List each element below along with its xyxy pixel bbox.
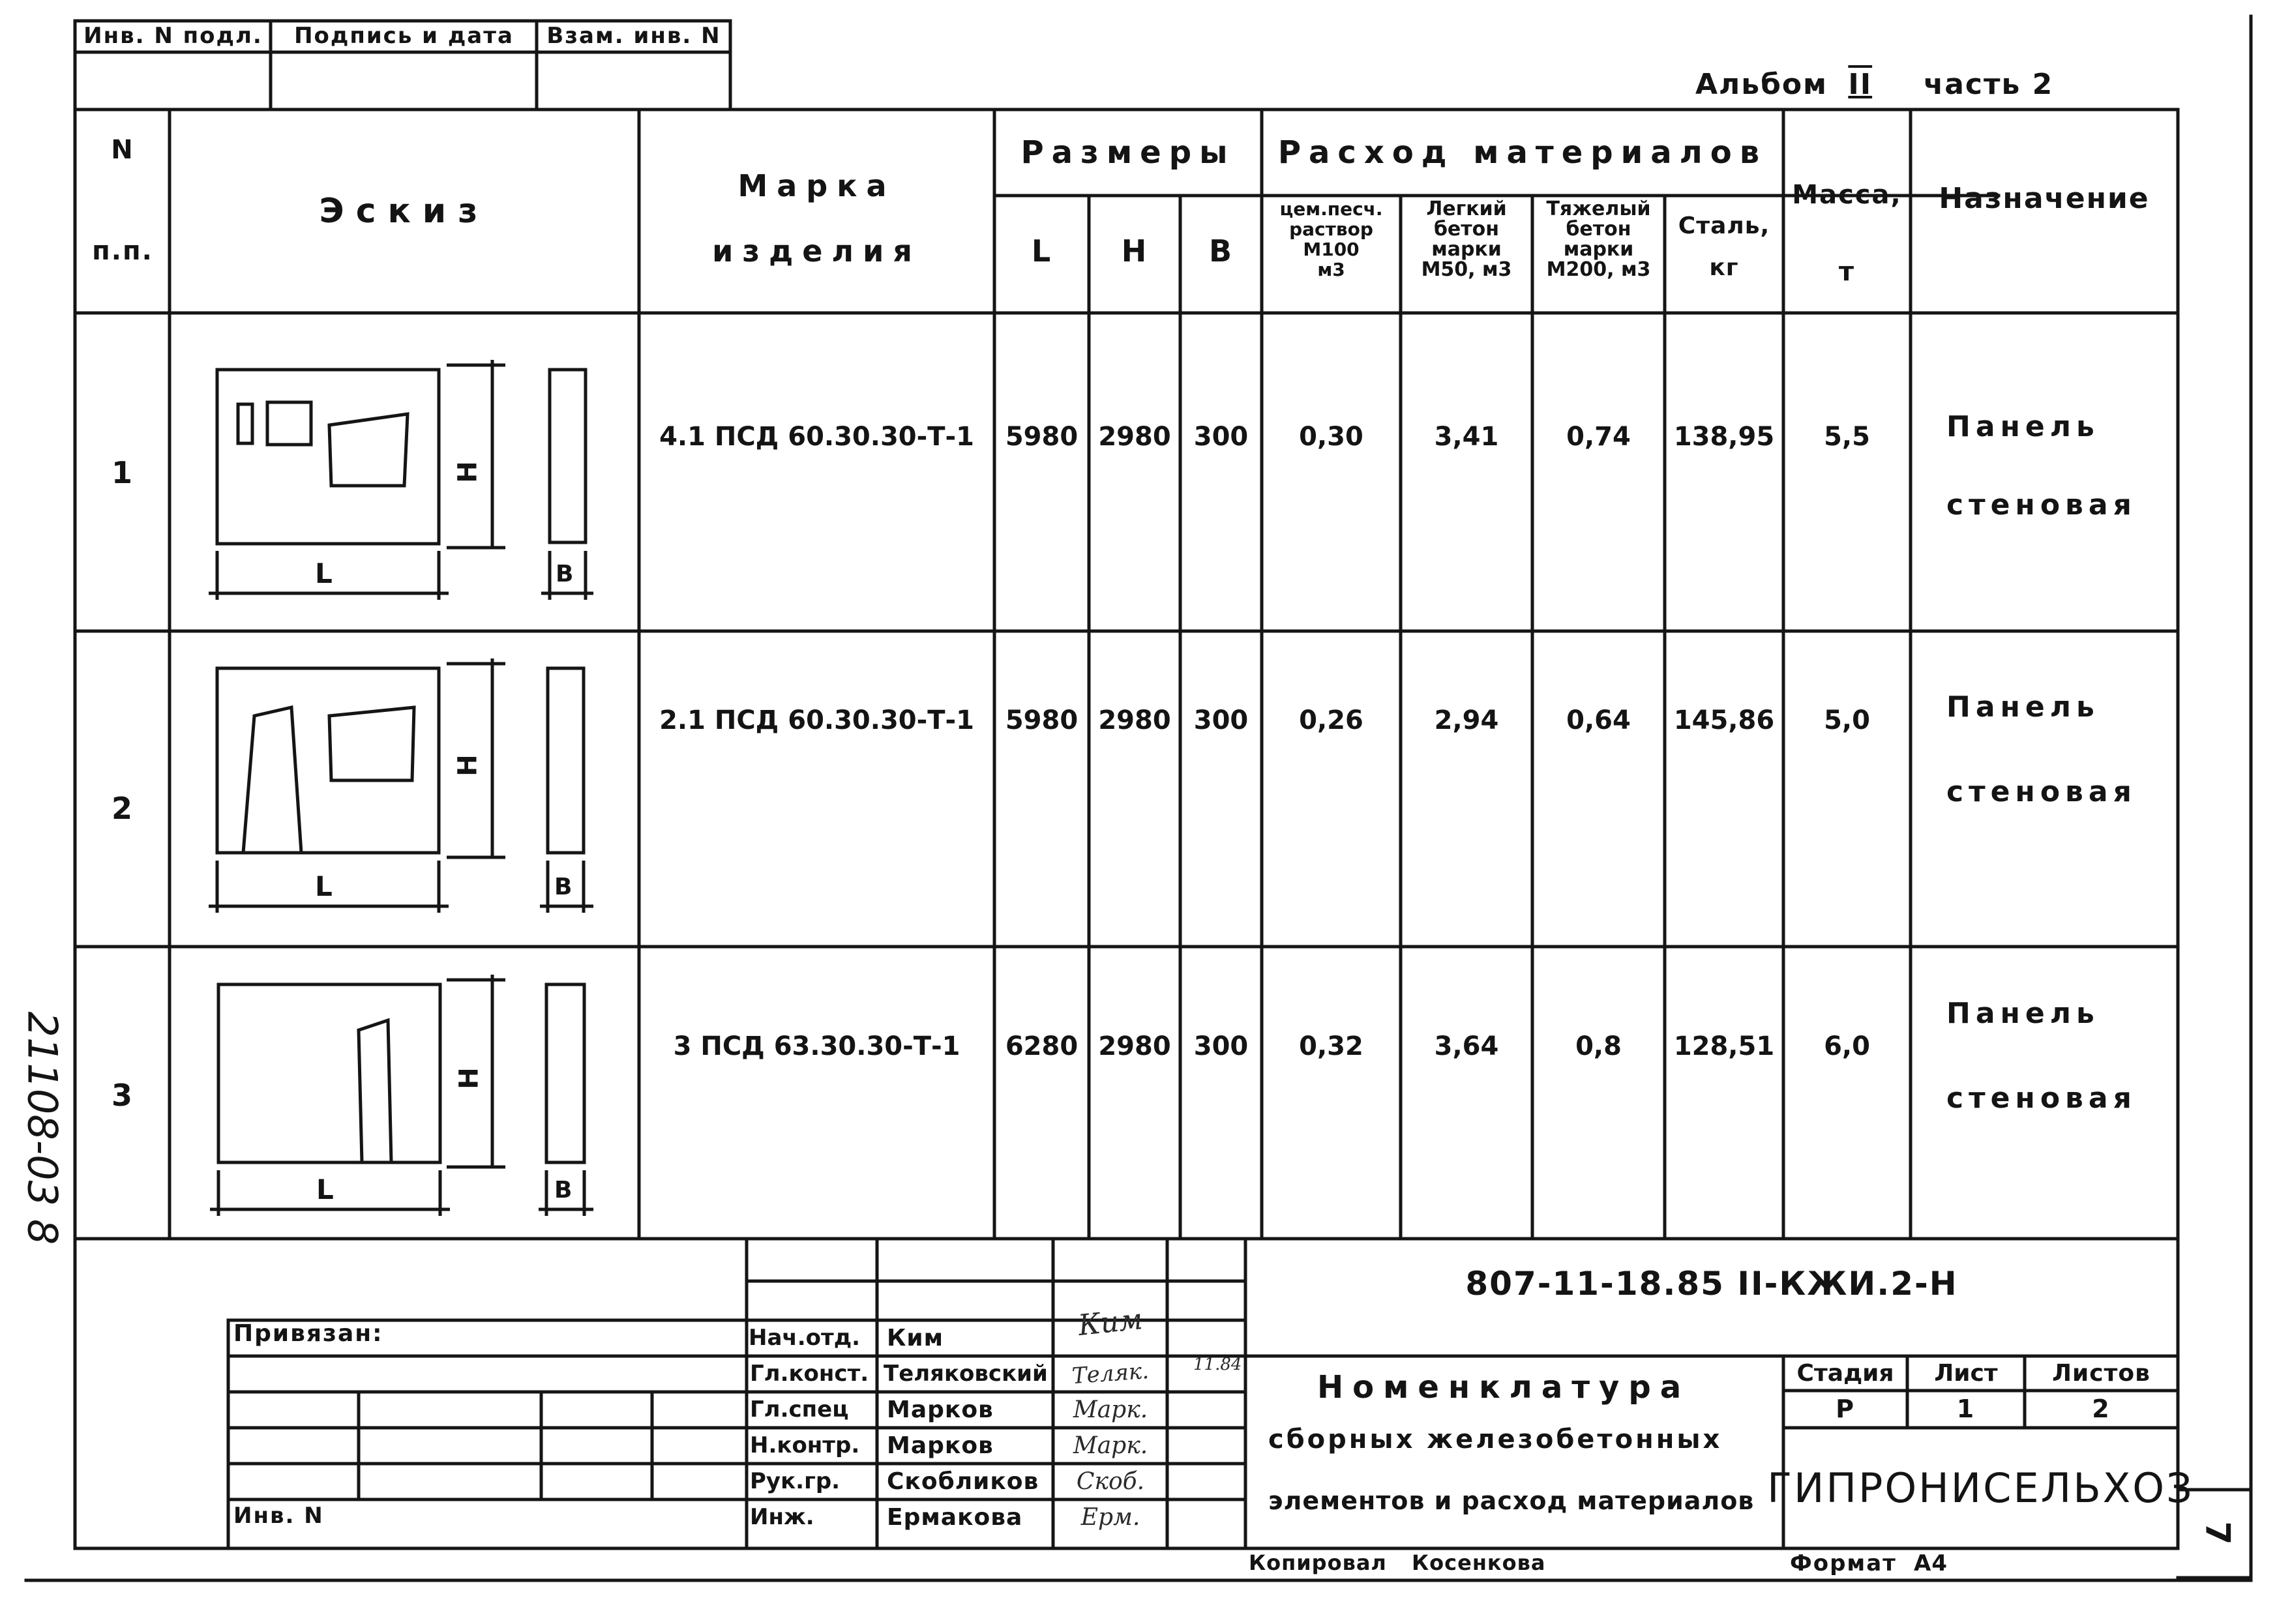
album-part: часть 2: [1924, 68, 2054, 101]
header-material-heavy-concrete: [1534, 199, 1663, 280]
signature-image: Марк.: [1073, 1432, 1148, 1460]
row-size-h: 2980: [1098, 705, 1171, 735]
row-purpose: [1946, 971, 2137, 1141]
sketch-dim-b: B: [554, 874, 574, 900]
sign-role: Н.контр.: [750, 1432, 860, 1458]
row-purpose: [1946, 388, 2137, 544]
row-mortar: 0,32: [1299, 1031, 1363, 1061]
header-mass-line: Масса,: [1792, 180, 1902, 210]
organization-name: ГИПРОНИСЕЛЬХОЗ: [1767, 1464, 2194, 1512]
header-materials: Расход материалов: [1277, 134, 1768, 171]
doc-title-line3: элементов и расход материалов: [1268, 1486, 1755, 1515]
sketch-dim-b: B: [556, 561, 575, 587]
header-mark-line1: Марка: [737, 168, 896, 203]
header-light-line: Легкий: [1426, 198, 1507, 220]
signature-image: Марк.: [1073, 1396, 1148, 1424]
header-light-line: бетон: [1433, 218, 1500, 241]
header-size-b: B: [1208, 233, 1234, 269]
header-steel-line: кг: [1709, 254, 1739, 281]
sign-name: Марков: [887, 1432, 994, 1459]
copied-label: Копировал: [1249, 1550, 1387, 1575]
header-purpose: Назначение: [1939, 181, 2150, 215]
row-mortar: 0,30: [1299, 422, 1363, 452]
header-num-line1: N: [111, 135, 134, 165]
format-label: Формат: [1790, 1550, 1897, 1576]
row-steel: 145,86: [1673, 705, 1775, 735]
format-value: А4: [1914, 1550, 1948, 1576]
sign-role: Гл.конст.: [750, 1360, 869, 1387]
header-num-line2: п.п.: [92, 236, 153, 266]
sheets-value: 2: [2092, 1394, 2111, 1423]
sign-name: Ермакова: [887, 1503, 1023, 1531]
row-steel: 128,51: [1673, 1031, 1775, 1061]
header-mortar-line: цем.песч.: [1279, 198, 1383, 220]
stamp-header-replaced-inv: Взам. инв. N: [546, 23, 721, 50]
row-mortar: 0,26: [1299, 705, 1363, 735]
row-purpose: [1946, 665, 2137, 834]
row-mark: 2.1 ПСД 60.30.30-Т-1: [659, 705, 974, 735]
header-mortar-line: М100: [1303, 239, 1360, 260]
doc-title-line2: сборных железобетонных: [1268, 1425, 1723, 1454]
row-size-b: 300: [1193, 422, 1249, 452]
row-purpose-line: Панель: [1946, 690, 2100, 724]
header-size-l: L: [1031, 233, 1052, 269]
sheets-header: Листов: [2052, 1360, 2151, 1387]
sketch-dim-h: H: [453, 753, 483, 776]
document-code: 807-11-18.85 II-КЖИ.2-Н: [1465, 1265, 1958, 1303]
header-size-h: H: [1121, 233, 1148, 269]
header-material-steel: [1666, 205, 1782, 289]
header-mortar-line: м3: [1317, 259, 1345, 280]
sketch-dim-h: H: [453, 460, 483, 483]
row-purpose-line: стеновая: [1946, 1082, 2137, 1115]
row-purpose-line: стеновая: [1946, 775, 2137, 808]
header-mass: [1785, 156, 1909, 310]
sketch-dim-l: L: [316, 1174, 335, 1205]
row-number: 1: [111, 454, 134, 490]
sheet-header: Лист: [1934, 1360, 1998, 1387]
header-light-line: марки: [1431, 238, 1502, 261]
header-light-line: М50, м3: [1421, 258, 1512, 281]
sign-name: Теляковский: [884, 1360, 1048, 1387]
signature-image: Ерм.: [1080, 1504, 1140, 1531]
sign-role: Инж.: [750, 1503, 814, 1530]
row-mass: 5,5: [1824, 422, 1870, 452]
row-size-b: 300: [1193, 1031, 1249, 1061]
sign-name: Марков: [887, 1396, 994, 1423]
row-size-l: 6280: [1005, 1031, 1079, 1061]
sign-role: Рук.гр.: [750, 1468, 841, 1494]
header-mass-line: т: [1838, 257, 1856, 287]
header-mortar-line: раствор: [1289, 218, 1373, 240]
sketch-dim-h: H: [454, 1066, 484, 1089]
page-mark: 7: [2197, 1521, 2237, 1546]
row-size-b: 300: [1193, 705, 1249, 735]
sketch-dim-l: L: [315, 557, 334, 589]
sign-name: Ким: [887, 1324, 944, 1351]
header-mark-line2: изделия: [712, 233, 921, 269]
row-heavy-concrete: 0,74: [1566, 422, 1631, 452]
row-mark: 4.1 ПСД 60.30.30-Т-1: [659, 422, 974, 452]
row-mark: 3 ПСД 63.30.30-Т-1: [673, 1031, 960, 1061]
row-size-h: 2980: [1098, 1031, 1171, 1061]
row-size-l: 5980: [1005, 705, 1079, 735]
row-light-concrete: 3,41: [1434, 422, 1499, 452]
stage-value: Р: [1836, 1394, 1855, 1423]
signature-image: Ким: [1077, 1302, 1144, 1342]
header-sizes: Размеры: [1020, 134, 1236, 171]
doc-title-line1: Номенклатура: [1317, 1369, 1691, 1406]
header-heavy-line: бетон: [1566, 218, 1631, 241]
sign-role: Гл.спец: [750, 1396, 849, 1423]
sheet-value: 1: [1956, 1394, 1976, 1423]
row-size-h: 2980: [1098, 422, 1171, 452]
row-heavy-concrete: 0,64: [1566, 705, 1631, 735]
privyazan-label: Привязан:: [233, 1320, 383, 1347]
header-heavy-line: марки: [1563, 238, 1634, 261]
album-volume: II: [1848, 68, 1873, 101]
header-steel-line: Сталь,: [1678, 213, 1770, 239]
row-purpose-line: Панель: [1946, 410, 2100, 443]
sign-role: Нач.отд.: [749, 1324, 861, 1351]
signature-date: 11.84: [1193, 1355, 1242, 1374]
side-note: 21108-03 8: [18, 1011, 67, 1245]
row-light-concrete: 2,94: [1434, 705, 1499, 735]
row-number: 3: [111, 1077, 134, 1113]
signature-image: Теляк.: [1071, 1358, 1150, 1390]
header-heavy-line: Тяжелый: [1546, 198, 1651, 220]
row-steel: 138,95: [1673, 422, 1775, 452]
row-size-l: 5980: [1005, 422, 1079, 452]
header-material-light-concrete: [1402, 199, 1531, 280]
row-number: 2: [111, 790, 134, 826]
row-mass: 6,0: [1824, 1031, 1870, 1061]
album-label: [1695, 68, 1872, 101]
sign-name: Скобликов: [887, 1468, 1039, 1495]
header-sketch: Эскиз: [319, 192, 490, 231]
signature-image: Скоб.: [1076, 1468, 1145, 1496]
header-heavy-line: М200, м3: [1546, 258, 1651, 281]
sketch-dim-b: B: [554, 1177, 574, 1203]
sketch-dim-l: L: [315, 870, 334, 902]
stage-header: Стадия: [1796, 1360, 1894, 1387]
row-mass: 5,0: [1824, 705, 1870, 735]
header-material-mortar: [1263, 199, 1399, 280]
album-label-text: Альбом: [1695, 68, 1828, 101]
row-light-concrete: 3,64: [1434, 1031, 1499, 1061]
row-heavy-concrete: 0,8: [1575, 1031, 1622, 1061]
stamp-header-inv-no: Инв. N подл.: [83, 23, 263, 50]
copied-by: Косенкова: [1412, 1550, 1546, 1575]
row-purpose-line: стеновая: [1946, 488, 2137, 522]
inv-no-label: Инв. N: [233, 1503, 324, 1529]
row-purpose-line: Панель: [1946, 997, 2100, 1030]
stamp-header-signature-date: Подпись и дата: [294, 23, 514, 50]
